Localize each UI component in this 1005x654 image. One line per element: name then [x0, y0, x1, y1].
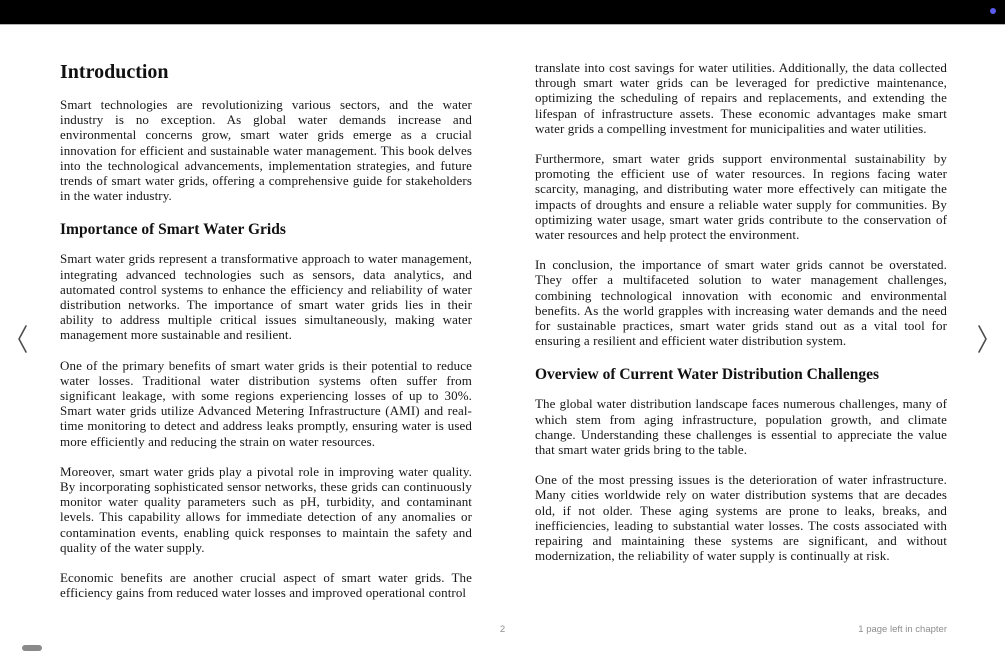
subsection-heading: Importance of Smart Water Grids: [60, 221, 286, 239]
left-column: [60, 60, 472, 615]
paragraph: One of the primary benefits of smart water grids is their potential to reduce water losses. Traditional water distribution systems often suffer from significant leakage, with some regions experiencing losses of up to 30%. Smart water grids utilize Advanced Metering Infrastructure (AMI) and real-time monitoring to detect and address leaks promptly, ensuring water is used more efficiently and reducing the strain on water resources.: [60, 357, 472, 449]
window-handle-pill[interactable]: [22, 645, 42, 651]
paragraph: Moreover, smart water grids play a pivotal role in improving water quality. By incorporating sophisticated sensor networks, these grids can continuously monitor water quality parameters such as pH, turbidity, and contaminant levels. This capability allows for immediate detection of any anomalies or contamination events, enabling quick responses to maintain the safety and quality of the water supply.: [60, 463, 472, 555]
notification-dot-icon: [990, 8, 996, 14]
section-heading: Introduction: [60, 61, 169, 83]
subsection-heading: Overview of Current Water Distribution Challenges: [535, 366, 879, 384]
paragraph: In conclusion, the importance of smart water grids cannot be overstated. They offer a multifaceted solution to water management challenges, combining technological innovation with economic and environmental benefits. As the world grapples with increasing water demands and the need for sustainable practices, smart water grids stand out as a vital tool for ensuring a resilient and efficient water distribution system.: [535, 257, 947, 349]
page-number: 2: [499, 624, 506, 635]
paragraph: Smart water grids represent a transformative approach to water management, integrating advanced technologies such as sensors, data analytics, and automated control systems to enhance the efficiency and reliability of water distribution networks. The importance of smart water grids lies in their ability to address multiple critical issues simultaneously, making water management more sustainable and resilient.: [60, 251, 472, 343]
book-page: [0, 25, 1005, 615]
paragraph: Economic benefits are another crucial aspect of smart water grids. The efficiency gains from reduced water losses and improved operational control: [60, 570, 472, 601]
paragraph: Furthermore, smart water grids support environmental sustainability by promoting the efficient use of water resources. In regions facing water scarcity, managing, and distributing water more effectively can mitigate the impacts of droughts and ensure a reliable water supply for communities. By optimizing water usage, smart water grids contribute to the conservation of water resources and help protect the environment.: [535, 151, 947, 243]
paragraph: One of the most pressing issues is the deterioration of water infrastructure. Many cities worldwide rely on water distribution systems that are decades old, if not older. These aging systems are prone to leaks, breaks, and inefficiencies, leading to substantial water losses. The costs associated with repairing and maintaining these systems are significant, and without modernization, the reliability of water supply is continually at risk.: [535, 472, 947, 564]
pages-left-in-chapter: 1 page left in chapter: [858, 624, 947, 635]
paragraph: Smart technologies are revolutionizing various sectors, and the water industry is no exception. As global water demands increase and environmental concerns grow, smart water grids emerge as a crucial innovation for efficient and sustainable water management. This book delves into the technological advancements, implementation strategies, and future trends of smart water grids, offering a comprehensive guide for stakeholders in the water industry.: [60, 97, 472, 204]
paragraph: The global water distribution landscape faces numerous challenges, many of which stem from aging infrastructure, population growth, and climate change. Understanding these challenges is essential to appreciate the value that smart water grids bring to the table.: [535, 396, 947, 458]
right-column: [535, 60, 947, 615]
top-app-bar: [0, 0, 1005, 25]
paragraph: translate into cost savings for water utilities. Additionally, the data collected through smart water grids can be leveraged for predictive maintenance, optimizing the scheduling of repairs and replacements, and extending the lifespan of infrastructure assets. These economic advantages make smart water grids a compelling investment for municipalities and water utilities.: [535, 60, 947, 136]
